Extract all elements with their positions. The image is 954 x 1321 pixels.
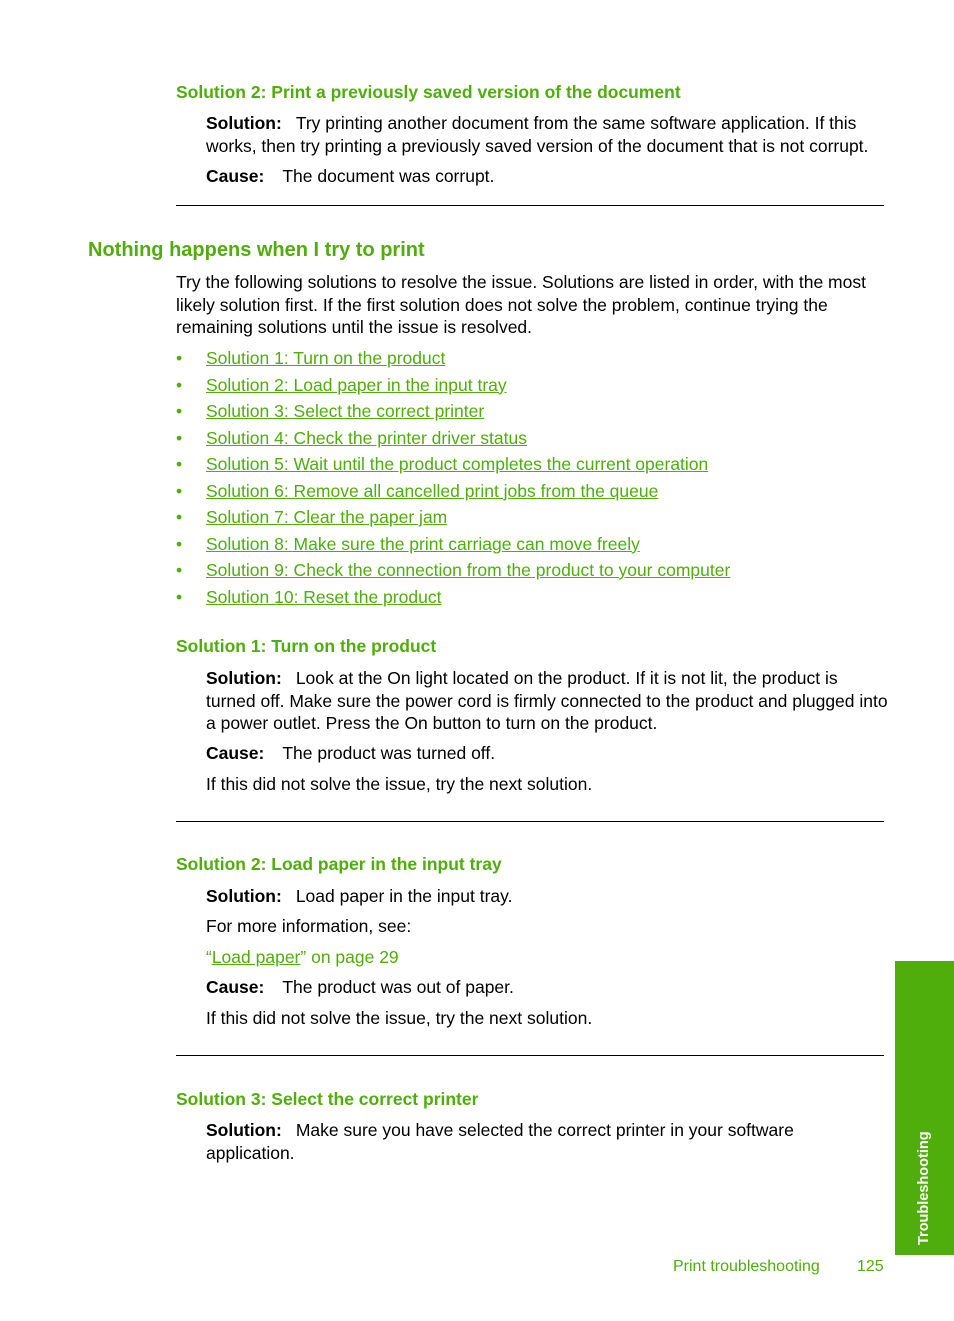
section-title: Nothing happens when I try to print [88,239,425,261]
list-item [176,398,730,425]
solution1-solution [206,667,888,735]
solution2-xref [206,946,886,969]
solution2-saved-heading: Solution 2: Print a previously saved version of the document [176,82,681,102]
solution1-next: If this did not solve the issue, try the next solution. [206,774,593,794]
bullet: • [176,533,183,554]
list-item [176,451,730,478]
link-solution-9[interactable]: Solution 9: Check the connection from the product to your computer [206,560,731,580]
list-item [176,584,730,611]
divider [176,821,884,822]
cause-label: Cause: [206,166,265,186]
side-tab-label: Troubleshooting [916,1131,932,1245]
link-solution-6[interactable]: Solution 6: Remove all cancelled print jobs from the queue [206,480,659,501]
solution-text: Look at the On light located on the product. If it is not lit, the product is turned off. Make sure the power cord is firmly connected to the product and plugged into a power outlet. Press the On button to turn on the product. [206,668,888,733]
solution3-solution [206,1119,846,1164]
solution-label: Solution: [206,886,282,906]
list-item [176,478,730,505]
cause-text: The product was turned off. [282,743,496,763]
link-solution-3[interactable]: Solution 3: Select the correct printer [206,401,485,421]
cause-label: Cause: [206,743,265,763]
cause-label: Cause: [206,977,265,997]
list-item [176,531,730,558]
xref-open-quote: “ [206,947,212,967]
solution-label: Solution: [206,668,282,688]
solution2-next: If this did not solve the issue, try the next solution. [206,1008,593,1028]
side-tab [895,961,954,1255]
solution1-heading: Solution 1: Turn on the product [176,636,437,656]
solution2-saved-cause [206,165,886,188]
bullet: • [176,507,183,527]
list-item [176,504,730,531]
link-solution-2[interactable]: Solution 2: Load paper in the input tray [206,374,507,395]
page-number: 125 [857,1258,884,1275]
link-solution-10[interactable]: Solution 10: Reset the product [206,586,442,607]
solution-text: Load paper in the input tray. [295,886,513,906]
link-solution-8[interactable]: Solution 8: Make sure the print carriage can move freely [206,533,640,554]
bullet: • [176,586,183,607]
link-solution-5[interactable]: Solution 5: Wait until the product completes the current operation [206,454,709,474]
solutions-link-list [176,345,730,610]
bullet: • [176,427,183,448]
load-paper-link[interactable]: Load paper [211,947,301,967]
solution2-more-info: For more information, see: [206,916,412,936]
bullet: • [176,454,183,474]
solution1-cause [206,742,886,765]
list-item [176,425,730,452]
bullet: • [176,480,183,501]
solution2-cause [206,976,886,999]
section-intro: Try the following solutions to resolve the issue. Solutions are listed in order, with the most likely solution first. If the first solution does not solve the problem, continue trying the remaining solutions until the issue is resolved. [176,272,866,337]
bullet: • [176,348,183,368]
bullet: • [176,374,183,395]
list-item [176,345,730,372]
cause-text: The document was corrupt. [282,166,495,186]
xref-page: ” on page 29 [300,947,399,967]
link-solution-7[interactable]: Solution 7: Clear the paper jam [206,507,448,527]
solution-text: Try printing another document from the same software application. If this works, then try printing a previously saved version of the document that is not corrupt. [206,113,869,156]
bullet: • [176,560,183,580]
solution-label: Solution: [206,1120,282,1140]
list-item [176,372,730,399]
solution-label: Solution: [206,113,282,133]
link-solution-4[interactable]: Solution 4: Check the printer driver status [206,427,527,448]
divider [176,205,884,206]
footer-section: Print troubleshooting [673,1258,820,1275]
solution-text: Make sure you have selected the correct printer in your software application. [206,1120,794,1163]
cause-text: The product was out of paper. [282,977,514,997]
divider [176,1055,884,1056]
solution2-heading: Solution 2: Load paper in the input tray [176,854,502,874]
solution2-saved-solution [206,112,886,157]
bullet: • [176,401,183,421]
link-solution-1[interactable]: Solution 1: Turn on the product [206,348,446,368]
list-item [176,557,730,584]
solution3-heading: Solution 3: Select the correct printer [176,1089,479,1109]
solution2-solution [206,885,886,908]
